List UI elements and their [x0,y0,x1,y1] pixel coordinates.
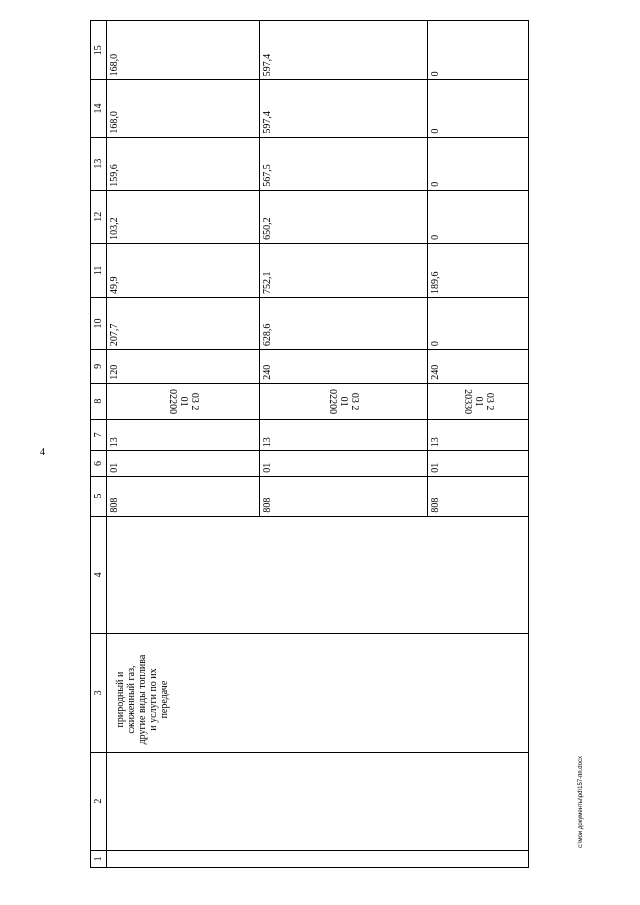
header-cell: 9 [91,350,107,384]
table-cell [260,383,428,419]
table-cell: 01 [260,451,428,477]
row-description: природный и сжиженный газ, другие виды топлива и услуги по их передаче [115,654,170,745]
table-cell: 168,0 [107,21,260,80]
table-cell: 0 [428,190,529,243]
header-row [91,21,107,868]
cell-col1 [107,850,529,867]
footer-file-path: c:\мои документы\pd\157-пп.docx [578,756,584,848]
header-cell: 11 [91,243,107,297]
table-cell: 650,2 [260,190,428,243]
header-cell: 12 [91,190,107,243]
rotated-table-container [90,20,528,868]
budget-code: 03 2 01 02200 [166,388,200,414]
header-cell: 8 [91,383,107,419]
header-cell: 5 [91,476,107,516]
table-cell: 207,7 [107,297,260,349]
table-cell: 808 [260,476,428,516]
table-cell: 189,6 [428,243,529,297]
table-cell: 752,1 [260,243,428,297]
header-cell: 14 [91,80,107,137]
table-cell: 0 [428,297,529,349]
cell-col4 [107,516,529,633]
page-number: 4 [40,447,45,458]
table-cell: 13 [428,419,529,451]
cell-col2 [107,752,529,850]
header-cell: 15 [91,21,107,80]
table-cell: 13 [260,419,428,451]
table-cell: 628,6 [260,297,428,349]
budget-code: 03 2 01 02200 [327,388,360,414]
table-cell: 808 [428,476,529,516]
header-cell: 1 [91,850,107,867]
table-row [107,21,260,868]
table-cell: 01 [107,451,260,477]
table-cell: 567,5 [260,137,428,190]
table-cell: 13 [107,419,260,451]
table-cell: 597,4 [260,21,428,80]
table-cell [428,383,529,419]
table-cell: 0 [428,21,529,80]
table-cell: 120 [107,350,260,384]
table-cell: 103,2 [107,190,260,243]
header-cell: 3 [91,634,107,753]
header-cell: 6 [91,451,107,477]
header-cell: 7 [91,419,107,451]
table-cell: 240 [428,350,529,384]
cell-description [107,634,529,753]
table-cell: 159,6 [107,137,260,190]
header-cell: 4 [91,516,107,633]
budget-table [90,20,529,868]
table-cell: 0 [428,80,529,137]
header-cell: 13 [91,137,107,190]
table-cell [107,383,260,419]
table-cell: 240 [260,350,428,384]
header-cell: 2 [91,752,107,850]
table-cell: 808 [107,476,260,516]
header-cell: 10 [91,297,107,349]
table-cell: 01 [428,451,529,477]
table-cell: 49,9 [107,243,260,297]
budget-code: 03 2 01 20330 [461,388,495,414]
table-cell: 0 [428,137,529,190]
table-cell: 168,0 [107,80,260,137]
table-cell: 597,4 [260,80,428,137]
